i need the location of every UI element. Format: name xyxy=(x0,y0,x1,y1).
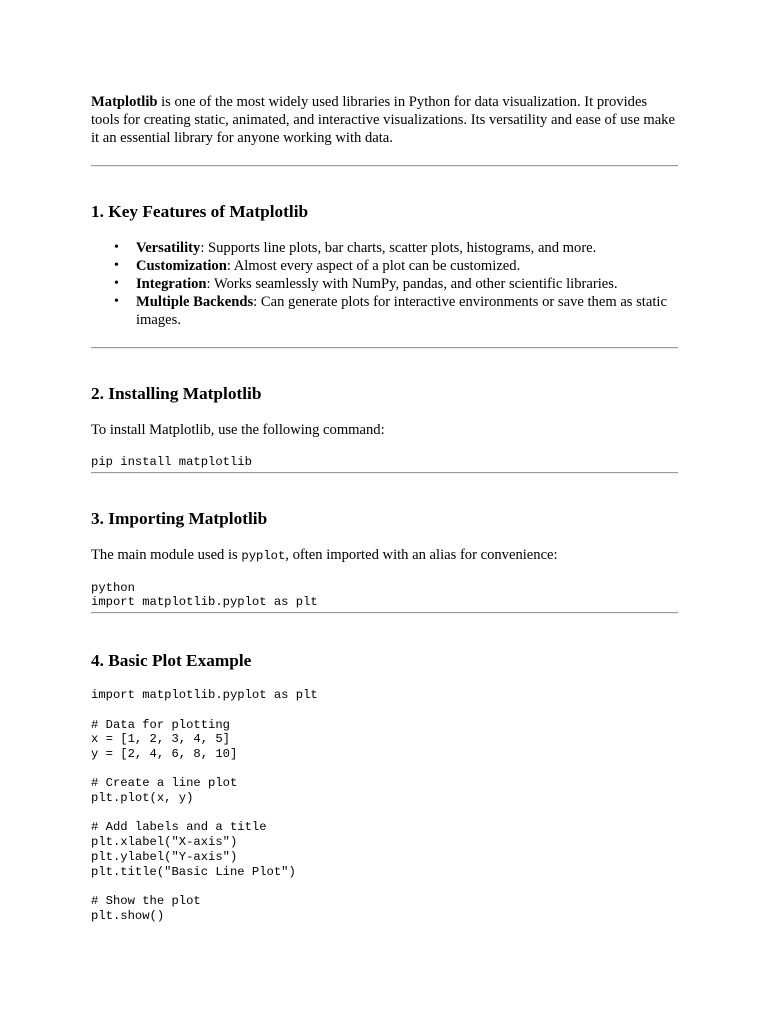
section-heading-importing: 3. Importing Matplotlib xyxy=(91,508,268,528)
list-item xyxy=(114,293,678,329)
section-divider xyxy=(91,165,678,167)
intro-text: is one of the most widely used libraries in Python for data visualization. It provides tools for creating static, animated, and interactive visualizations. Its versatility and ease of use make it an essential library for anyone working with data. xyxy=(91,94,675,146)
list-item xyxy=(114,239,678,257)
list-item-text: : Works seamlessly with NumPy, pandas, and other scientific libraries. xyxy=(206,276,618,292)
bullet-icon: • xyxy=(114,276,119,291)
inline-code-pyplot: pyplot xyxy=(241,548,286,563)
list-item xyxy=(114,257,678,275)
bullet-icon: • xyxy=(114,240,119,255)
section-divider xyxy=(91,347,678,349)
bullet-icon: • xyxy=(114,294,119,309)
section-heading-basic-plot: 4. Basic Plot Example xyxy=(91,651,252,671)
list-item-term: Versatility xyxy=(136,240,201,256)
list-item xyxy=(114,275,678,293)
import-description-text xyxy=(91,546,678,565)
section-divider xyxy=(91,472,678,474)
intro-paragraph xyxy=(91,93,678,147)
features-list xyxy=(91,239,678,329)
list-item-term: Multiple Backends xyxy=(136,294,254,310)
section-heading-key-features: 1. Key Features of Matplotlib xyxy=(91,202,309,221)
document-page xyxy=(91,93,678,923)
import-text-after: , often imported with an alias for convenience: xyxy=(285,546,558,563)
list-item-text: : Supports line plots, bar charts, scatter plots, histograms, and more. xyxy=(200,240,597,256)
install-instruction-text: To install Matplotlib, use the following command: xyxy=(91,422,385,438)
bullet-icon: • xyxy=(114,258,119,273)
import-code-block: python import matplotlib.pyplot as plt xyxy=(91,580,318,610)
plot-example-code-block: import matplotlib.pyplot as plt # Data for plotting x = [1, 2, 3, 4, 5] y = [2, 4, 6, 8, 10] # Create a line plot plt.plot(x, y) # Add labels and a title plt.xlabel("X-axis") plt.ylabel("Y-axis") plt.title("Basic Line Plot") # Show the plot plt.show() xyxy=(91,688,318,923)
intro-bold-term: Matplotlib xyxy=(91,94,158,110)
import-text-before: The main module used is xyxy=(91,546,242,563)
list-item-term: Customization xyxy=(136,258,227,274)
list-item-text: : Can generate plots for interactive environments or save them as static images. xyxy=(136,294,667,328)
section-heading-installing: 2. Installing Matplotlib xyxy=(91,384,262,403)
list-item-text: : Almost every aspect of a plot can be customized. xyxy=(226,258,521,274)
install-code-block: pip install matplotlib xyxy=(91,455,252,469)
list-item-term: Integration xyxy=(136,276,207,292)
section-divider xyxy=(91,612,678,614)
